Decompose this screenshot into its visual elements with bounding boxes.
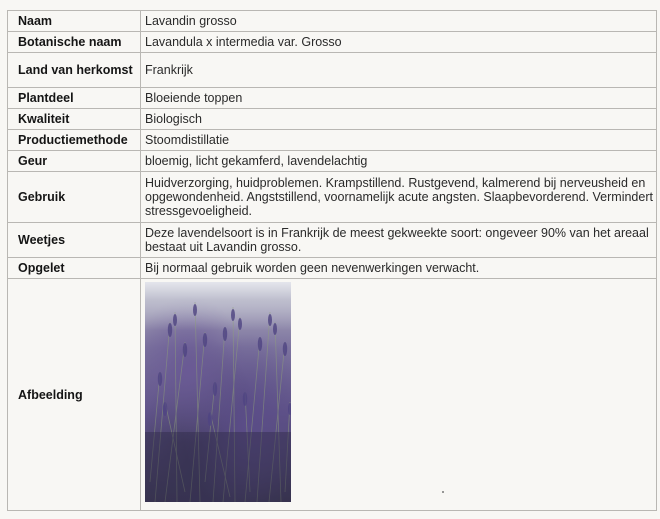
row-weetjes [8, 223, 657, 258]
row-label: Plantdeel [8, 88, 141, 109]
row-kwaliteit [8, 109, 657, 130]
row-value: Deze lavendelsoort is in Frankrijk de meest gekweekte soort: ongeveer 90% van het areaal bestaat uit Lavandin grosso. [141, 223, 657, 258]
lavender-stems-icon [145, 282, 291, 502]
row-land-van-herkomst [8, 53, 657, 88]
row-label: Gebruik [8, 172, 141, 223]
row-label: Land van herkomst [8, 53, 141, 88]
row-value: Bloeiende toppen [141, 88, 657, 109]
row-afbeelding [8, 279, 657, 511]
row-label: Afbeelding [8, 279, 141, 511]
plant-info-table [7, 10, 657, 511]
row-value: bloemig, licht gekamferd, lavendelachtig [141, 151, 657, 172]
row-geur [8, 151, 657, 172]
row-value: Huidverzorging, huidproblemen. Krampstillend. Rustgevend, kalmerend bij nerveusheid en opgewondenheid. Angststillend, voornamelijk acute angsten. Slaapbevorderend. Vermindert stressgevoeligheid. [141, 172, 657, 223]
row-productiemethode [8, 130, 657, 151]
row-value: Lavandula x intermedia var. Grosso [141, 32, 657, 53]
row-label: Kwaliteit [8, 109, 141, 130]
row-label: Productiemethode [8, 130, 141, 151]
row-label: Weetjes [8, 223, 141, 258]
row-label: Opgelet [8, 258, 141, 279]
row-label: Geur [8, 151, 141, 172]
lavender-photo [145, 282, 291, 502]
row-opgelet [8, 258, 657, 279]
row-botanische-naam [8, 32, 657, 53]
row-value: Frankrijk [141, 53, 657, 88]
row-image-cell [141, 279, 657, 511]
speck [442, 491, 444, 493]
row-value: Bij normaal gebruik worden geen nevenwerkingen verwacht. [141, 258, 657, 279]
row-value: Biologisch [141, 109, 657, 130]
row-value: Lavandin grosso [141, 11, 657, 32]
row-plantdeel [8, 88, 657, 109]
row-label: Botanische naam [8, 32, 141, 53]
row-naam [8, 11, 657, 32]
row-value: Stoomdistillatie [141, 130, 657, 151]
row-label: Naam [8, 11, 141, 32]
row-gebruik [8, 172, 657, 223]
